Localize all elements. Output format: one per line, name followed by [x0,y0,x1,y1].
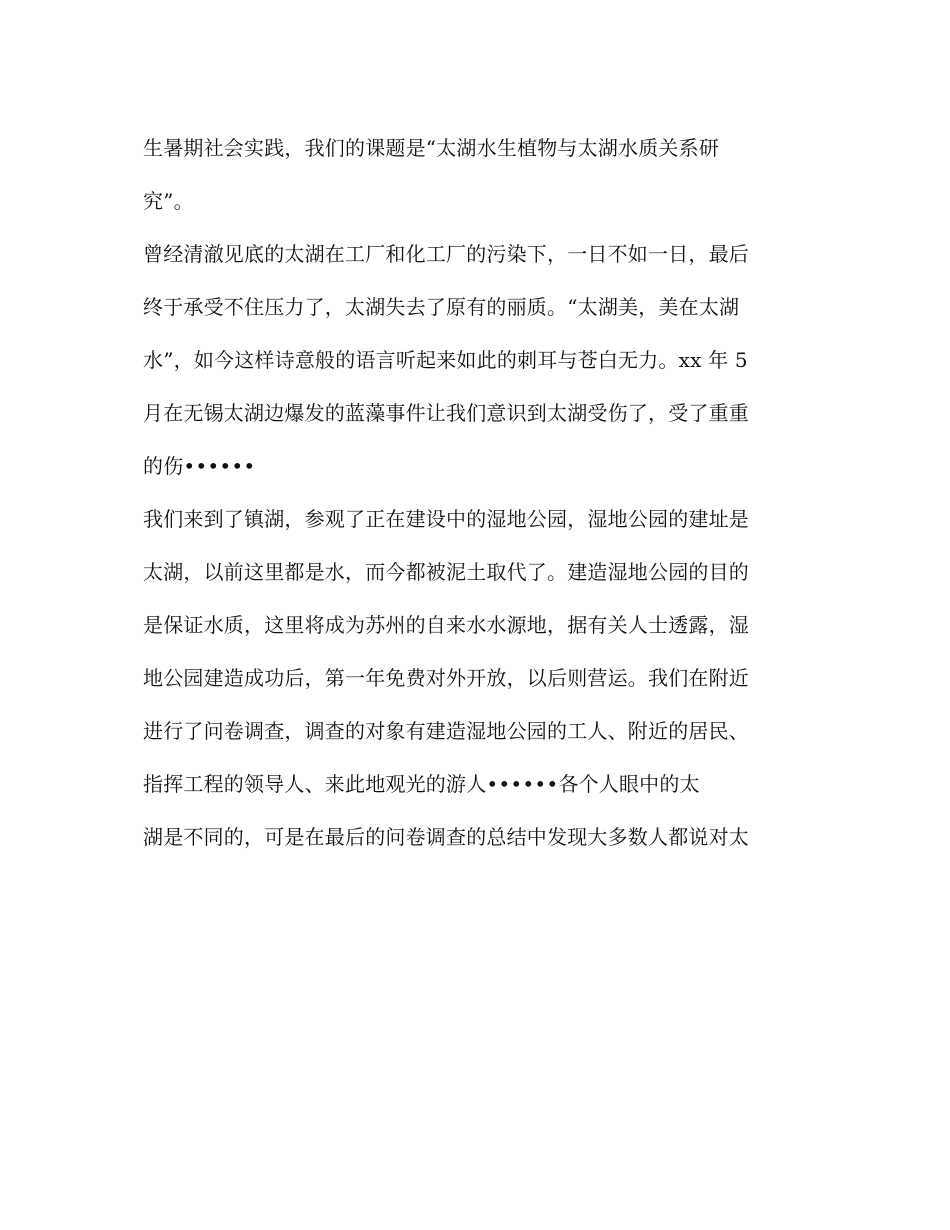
text-line: 月在无锡太湖边爆发的蓝藻事件让我们意识到太湖受伤了，受了重重 [143,401,749,425]
text-line: 湖是不同的，可是在最后的问卷调查的总结中发现大多数人都说对太 [143,825,749,849]
text-line: 指挥工程的领导人、来此地观光的游人••••••各个人眼中的太 [143,772,700,796]
text-line: 终于承受不住压力了，太湖失去了原有的丽质。“太湖美，美在太湖 [143,295,740,319]
text-line: 我们来到了镇湖，参观了正在建设中的湿地公园，湿地公园的建址是 [143,507,749,531]
text-line: 曾经清澈见底的太湖在工厂和化工厂的污染下，一日不如一日，最后 [143,242,749,266]
text-line: 地公园建造成功后，第一年免费对外开放，以后则营运。我们在附近 [143,666,749,690]
text-line: 生暑期社会实践，我们的课题是“太湖水生植物与太湖水质关系研 [143,136,720,160]
text-line: 太湖，以前这里都是水，而今都被泥土取代了。建造湿地公园的目的 [143,560,749,584]
text-line: 的伤•••••• [143,454,256,478]
text-line: 水”，如今这样诗意般的语言听起来如此的刺耳与苍白无力。xx 年 5 [143,348,748,372]
text-line: 是保证水质，这里将成为苏州的自来水水源地，据有关人士透露，湿 [143,613,749,637]
text-line: 进行了问卷调查，调查的对象有建造湿地公园的工人、附近的居民、 [143,719,749,743]
document-body [143,122,798,864]
text-line: 究”。 [143,189,194,213]
